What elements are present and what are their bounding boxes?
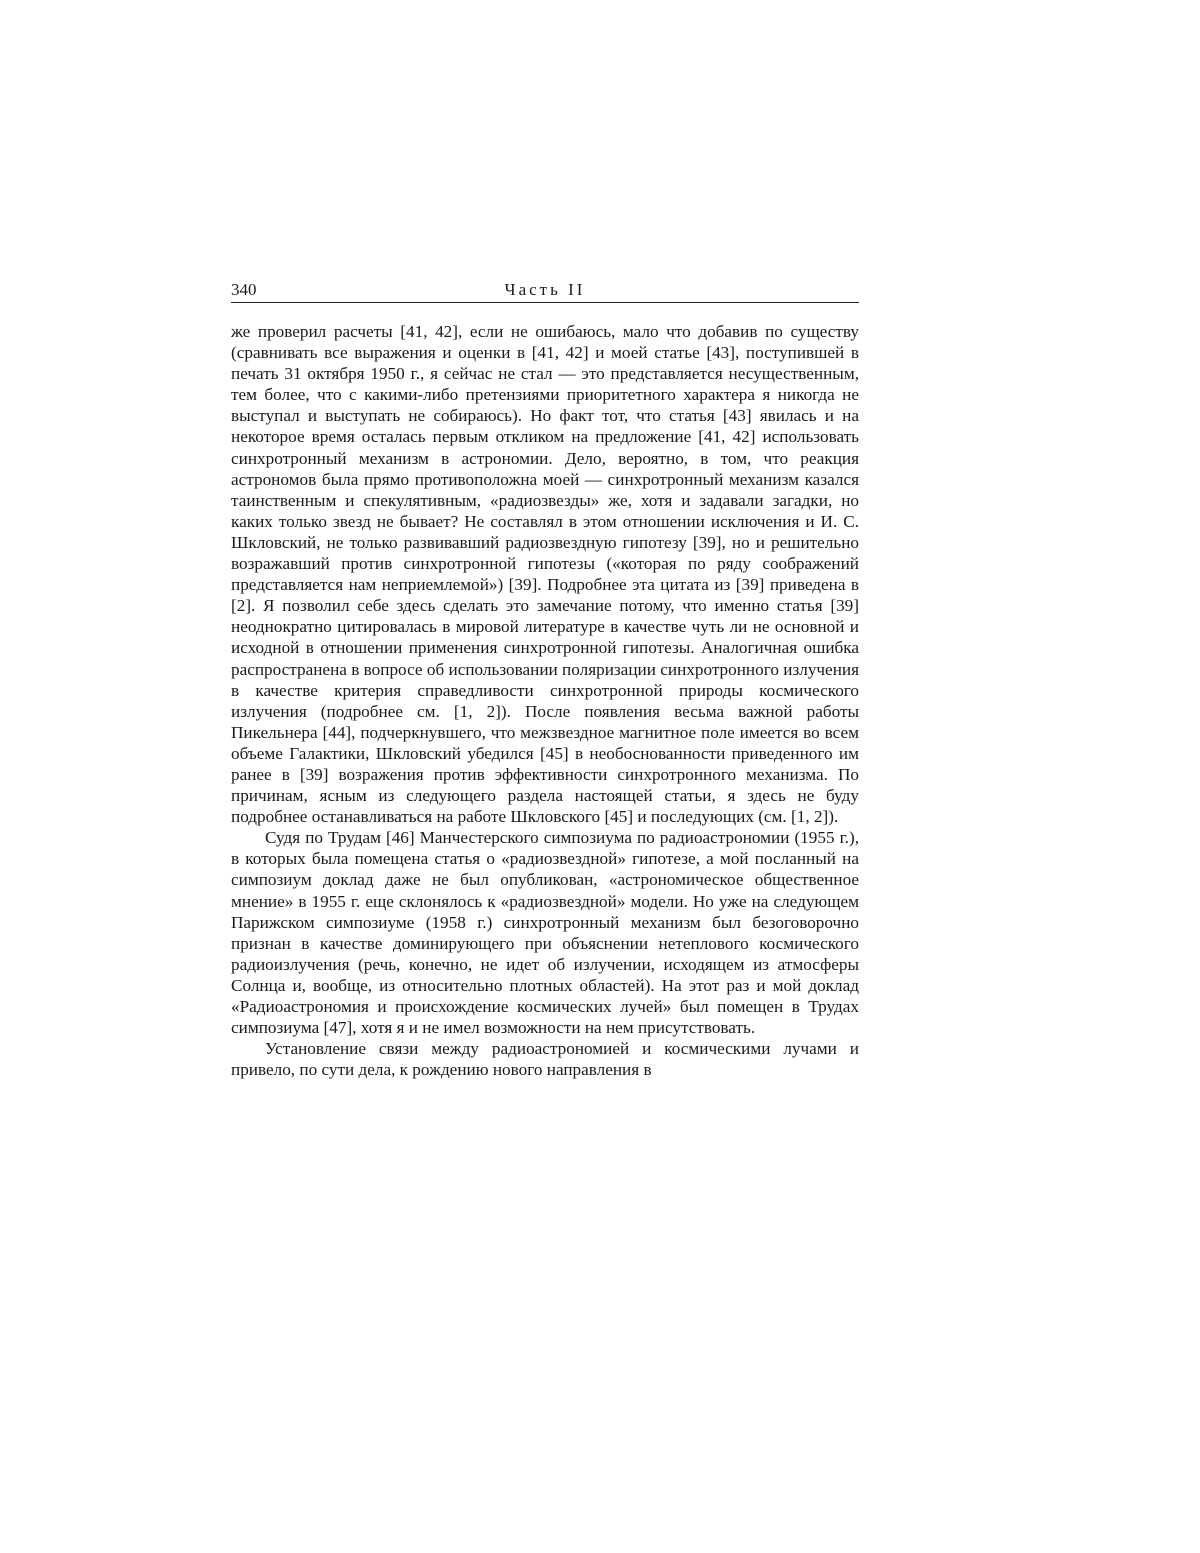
- paragraph-radioastronomy-link: Установление связи между радиоастрономией и космическими лучами и привело, по сути дела, к рождению нового направления в: [231, 1039, 859, 1080]
- page-number: 340: [231, 280, 257, 299]
- body-text: [231, 321, 859, 1080]
- paragraph-continued: же проверил расчеты [41, 42], если не ошибаюсь, мало что добавив по существу (сравнивать все выражения и оценки в [41, 42] и моей статье [43], поступившей в печать 31 октября 1950 г., я сейчас не стал — это представляется несущественным, тем более, что с какими-либо претензиями приоритетного характера я никогда не выступал и выступать не собираюсь). Но факт тот, что статья [43] явилась и на некоторое время осталась первым откликом на предложение [41, 42] использовать синхротронный механизм в астрономии. Дело, вероятно, в том, что реакция астрономов была прямо противоположна моей — синхротронный механизм казался таинственным и спекулятивным, «радиозвезды» же, хотя и задавали загадки, но каких только звезд не бывает? Не составлял в этом отношении исключения и И. С. Шкловский, не только развивавший радиозвездную гипотезу [39], но и решительно возражавший против синхротронной гипотезы («которая по ряду соображений представляется нам неприемлемой») [39]. Подробнее эта цитата из [39] приведена в [2]. Я позволил себе здесь сделать это замечание потому, что именно статья [39] неоднократно цитировалась в мировой литературе в качестве чуть ли не основной и исходной в отношении применения синхротронной гипотезы. Аналогичная ошибка распространена в вопросе об использовании поляризации синхротронного излучения в качестве критерия справедливости синхротронной природы космического излучения (подробнее см. [1, 2]). После появления весьма важной работы Пикельнера [44], подчеркнувшего, что межзвездное магнитное поле имеется во всем объеме Галактики, Шкловский убедился [45] в необоснованности приведенного им ранее в [39] возражения против эффективности синхротронного механизма. По причинам, ясным из следующего раздела настоящей статьи, я здесь не буду подробнее останавливаться на работе Шкловского [45] и последующих (см. [1, 2]).: [231, 322, 859, 827]
- book-page: [231, 280, 859, 1080]
- running-head: [231, 280, 859, 303]
- paragraph-manchester-symposium: Судя по Трудам [46] Манчестерского симпозиума по радиоастрономии (1955 г.), в которых была помещена статья о «радиозвездной» гипотезе, а мой посланный на симпозиум доклад даже не был опубликован, «астрономическое общественное мнение» в 1955 г. еще склонялось к «радиозвездной» модели. Но уже на следующем Парижском симпозиуме (1958 г.) синхротронный механизм был безоговорочно признан в качестве доминирующего при объяснении нетеплового космического радиоизлучения (речь, конечно, не идет об излучении, исходящем из атмосферы Солнца и, вообще, из относительно плотных областей). На этот раз и мой доклад «Радиоастрономия и происхождение космических лучей» был помещен в Трудах симпозиума [47], хотя я и не имел возможности на нем присутствовать.: [231, 828, 859, 1038]
- part-title: Часть II: [504, 280, 586, 299]
